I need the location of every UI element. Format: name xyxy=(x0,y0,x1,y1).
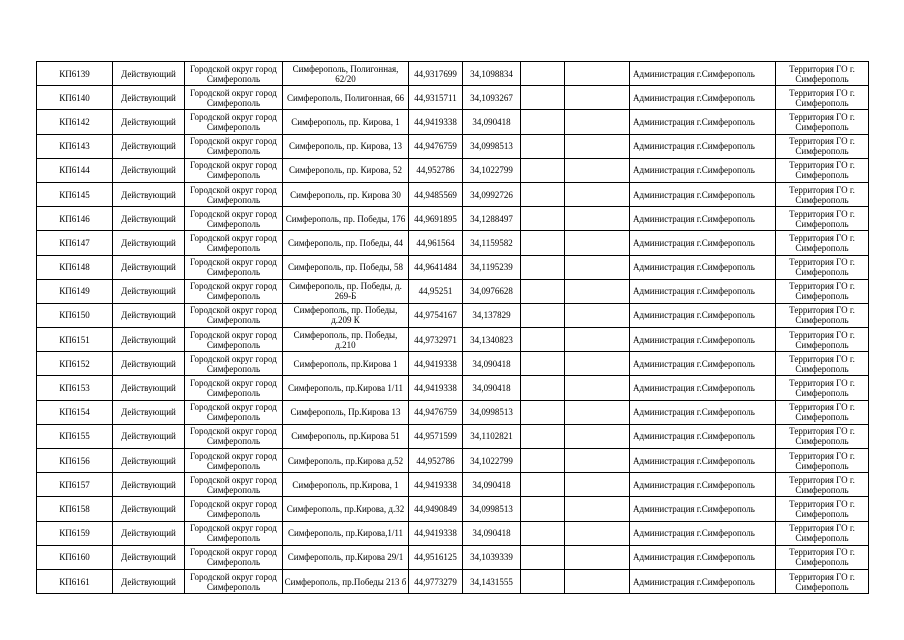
empty-cell-a xyxy=(521,449,565,473)
latitude-cell: 44,9419338 xyxy=(409,110,463,134)
municipality-cell: Городской округ город Симферополь xyxy=(185,376,283,400)
empty-cell-a xyxy=(521,255,565,279)
empty-cell-b xyxy=(565,400,630,424)
address-cell: Симферополь, пр.Кирова, д.32 xyxy=(283,497,409,521)
latitude-cell: 44,9419338 xyxy=(409,352,463,376)
table-row xyxy=(37,497,869,521)
longitude-cell: 34,0992726 xyxy=(463,182,521,206)
latitude-cell: 44,952786 xyxy=(409,158,463,182)
latitude-cell: 44,9773279 xyxy=(409,569,463,593)
empty-cell-a xyxy=(521,352,565,376)
status-cell: Действующий xyxy=(113,86,185,110)
longitude-cell: 34,1195239 xyxy=(463,255,521,279)
owner-cell: Администрация г.Симферополь xyxy=(630,303,776,327)
site-id-cell: КП6154 xyxy=(37,400,113,424)
site-id-cell: КП6145 xyxy=(37,182,113,206)
empty-cell-b xyxy=(565,521,630,545)
table-row xyxy=(37,400,869,424)
address-cell: Симферополь, пр.Кирова д.52 xyxy=(283,449,409,473)
territory-cell: Территория ГО г. Симферополь xyxy=(776,62,869,86)
latitude-cell: 44,961564 xyxy=(409,231,463,255)
owner-cell: Администрация г.Симферополь xyxy=(630,449,776,473)
owner-cell: Администрация г.Симферополь xyxy=(630,569,776,593)
longitude-cell: 34,0998513 xyxy=(463,400,521,424)
territory-cell: Территория ГО г. Симферополь xyxy=(776,352,869,376)
longitude-cell: 34,090418 xyxy=(463,376,521,400)
status-cell: Действующий xyxy=(113,328,185,352)
table-row xyxy=(37,449,869,473)
status-cell: Действующий xyxy=(113,303,185,327)
address-cell: Симферополь, Пр.Кирова 13 xyxy=(283,400,409,424)
table-row xyxy=(37,279,869,303)
status-cell: Действующий xyxy=(113,569,185,593)
owner-cell: Администрация г.Симферополь xyxy=(630,279,776,303)
address-cell: Симферополь, пр. Победы, 44 xyxy=(283,231,409,255)
empty-cell-b xyxy=(565,473,630,497)
municipality-cell: Городской округ город Симферополь xyxy=(185,86,283,110)
territory-cell: Территория ГО г. Симферополь xyxy=(776,182,869,206)
owner-cell: Администрация г.Симферополь xyxy=(630,400,776,424)
empty-cell-a xyxy=(521,303,565,327)
status-cell: Действующий xyxy=(113,182,185,206)
longitude-cell: 34,1022799 xyxy=(463,449,521,473)
territory-cell: Территория ГО г. Симферополь xyxy=(776,255,869,279)
latitude-cell: 44,9485569 xyxy=(409,182,463,206)
municipality-cell: Городской округ город Симферополь xyxy=(185,424,283,448)
table-row xyxy=(37,545,869,569)
empty-cell-a xyxy=(521,279,565,303)
table-row xyxy=(37,158,869,182)
owner-cell: Администрация г.Симферополь xyxy=(630,473,776,497)
empty-cell-a xyxy=(521,86,565,110)
empty-cell-b xyxy=(565,279,630,303)
longitude-cell: 34,1159582 xyxy=(463,231,521,255)
municipality-cell: Городской округ город Симферополь xyxy=(185,497,283,521)
address-cell: Симферополь, пр.Кирова, 1 xyxy=(283,473,409,497)
owner-cell: Администрация г.Симферополь xyxy=(630,328,776,352)
owner-cell: Администрация г.Симферополь xyxy=(630,545,776,569)
empty-cell-a xyxy=(521,158,565,182)
latitude-cell: 44,9476759 xyxy=(409,400,463,424)
owner-cell: Администрация г.Симферополь xyxy=(630,231,776,255)
owner-cell: Администрация г.Симферополь xyxy=(630,521,776,545)
site-id-cell: КП6153 xyxy=(37,376,113,400)
longitude-cell: 34,0976628 xyxy=(463,279,521,303)
empty-cell-a xyxy=(521,497,565,521)
owner-cell: Администрация г.Симферополь xyxy=(630,110,776,134)
status-cell: Действующий xyxy=(113,110,185,134)
site-id-cell: КП6139 xyxy=(37,62,113,86)
status-cell: Действующий xyxy=(113,352,185,376)
address-cell: Симферополь, пр. Победы, д.210 xyxy=(283,328,409,352)
empty-cell-a xyxy=(521,231,565,255)
latitude-cell: 44,9317699 xyxy=(409,62,463,86)
site-id-cell: КП6157 xyxy=(37,473,113,497)
latitude-cell: 44,9754167 xyxy=(409,303,463,327)
empty-cell-b xyxy=(565,424,630,448)
empty-cell-b xyxy=(565,86,630,110)
longitude-cell: 34,1431555 xyxy=(463,569,521,593)
site-id-cell: КП6158 xyxy=(37,497,113,521)
territory-cell: Территория ГО г. Симферополь xyxy=(776,303,869,327)
empty-cell-b xyxy=(565,255,630,279)
status-cell: Действующий xyxy=(113,231,185,255)
address-cell: Симферополь, Полигонная, 66 xyxy=(283,86,409,110)
status-cell: Действующий xyxy=(113,400,185,424)
table-row xyxy=(37,424,869,448)
empty-cell-b xyxy=(565,231,630,255)
address-cell: Симферополь, пр. Победы, д.209 К xyxy=(283,303,409,327)
site-id-cell: КП6151 xyxy=(37,328,113,352)
empty-cell-a xyxy=(521,328,565,352)
empty-cell-b xyxy=(565,110,630,134)
longitude-cell: 34,090418 xyxy=(463,352,521,376)
site-id-cell: КП6149 xyxy=(37,279,113,303)
status-cell: Действующий xyxy=(113,497,185,521)
status-cell: Действующий xyxy=(113,279,185,303)
empty-cell-a xyxy=(521,110,565,134)
territory-cell: Территория ГО г. Симферополь xyxy=(776,86,869,110)
site-id-cell: КП6147 xyxy=(37,231,113,255)
table-row xyxy=(37,86,869,110)
municipality-cell: Городской округ город Симферополь xyxy=(185,352,283,376)
site-id-cell: КП6150 xyxy=(37,303,113,327)
latitude-cell: 44,9490849 xyxy=(409,497,463,521)
municipality-cell: Городской округ город Симферополь xyxy=(185,158,283,182)
empty-cell-a xyxy=(521,134,565,158)
territory-cell: Территория ГО г. Симферополь xyxy=(776,328,869,352)
site-id-cell: КП6146 xyxy=(37,207,113,231)
address-cell: Симферополь, пр. Кирова, 13 xyxy=(283,134,409,158)
municipality-cell: Городской округ город Симферополь xyxy=(185,207,283,231)
longitude-cell: 34,1102821 xyxy=(463,424,521,448)
status-cell: Действующий xyxy=(113,134,185,158)
latitude-cell: 44,9419338 xyxy=(409,376,463,400)
table-row xyxy=(37,569,869,593)
owner-cell: Администрация г.Симферополь xyxy=(630,497,776,521)
table-row xyxy=(37,521,869,545)
territory-cell: Территория ГО г. Симферополь xyxy=(776,424,869,448)
municipality-cell: Городской округ город Симферополь xyxy=(185,255,283,279)
table-row xyxy=(37,255,869,279)
table-row xyxy=(37,328,869,352)
empty-cell-b xyxy=(565,352,630,376)
territory-cell: Территория ГО г. Симферополь xyxy=(776,569,869,593)
territory-cell: Территория ГО г. Симферополь xyxy=(776,158,869,182)
status-cell: Действующий xyxy=(113,62,185,86)
address-cell: Симферополь, пр.Кирова,1/11 xyxy=(283,521,409,545)
address-cell: Симферополь, пр.Победы 213 б xyxy=(283,569,409,593)
municipality-cell: Городской округ город Симферополь xyxy=(185,569,283,593)
empty-cell-b xyxy=(565,182,630,206)
municipality-cell: Городской округ город Симферополь xyxy=(185,521,283,545)
municipality-cell: Городской округ город Симферополь xyxy=(185,449,283,473)
status-cell: Действующий xyxy=(113,473,185,497)
longitude-cell: 34,090418 xyxy=(463,473,521,497)
site-id-cell: КП6152 xyxy=(37,352,113,376)
owner-cell: Администрация г.Симферополь xyxy=(630,158,776,182)
empty-cell-a xyxy=(521,376,565,400)
longitude-cell: 34,090418 xyxy=(463,521,521,545)
table-row xyxy=(37,376,869,400)
owner-cell: Администрация г.Симферополь xyxy=(630,182,776,206)
latitude-cell: 44,9419338 xyxy=(409,473,463,497)
municipality-cell: Городской округ город Симферополь xyxy=(185,303,283,327)
address-cell: Симферополь, пр. Победы, 58 xyxy=(283,255,409,279)
empty-cell-a xyxy=(521,424,565,448)
site-id-cell: КП6155 xyxy=(37,424,113,448)
territory-cell: Территория ГО г. Симферополь xyxy=(776,545,869,569)
table-row xyxy=(37,303,869,327)
table-row xyxy=(37,207,869,231)
latitude-cell: 44,9641484 xyxy=(409,255,463,279)
status-cell: Действующий xyxy=(113,449,185,473)
owner-cell: Администрация г.Симферополь xyxy=(630,62,776,86)
latitude-cell: 44,9476759 xyxy=(409,134,463,158)
owner-cell: Администрация г.Симферополь xyxy=(630,207,776,231)
site-id-cell: КП6160 xyxy=(37,545,113,569)
site-id-cell: КП6143 xyxy=(37,134,113,158)
status-cell: Действующий xyxy=(113,545,185,569)
address-cell: Симферополь, пр.Кирова 1 xyxy=(283,352,409,376)
owner-cell: Администрация г.Симферополь xyxy=(630,376,776,400)
territory-cell: Территория ГО г. Симферополь xyxy=(776,449,869,473)
municipality-cell: Городской округ город Симферополь xyxy=(185,328,283,352)
site-id-cell: КП6156 xyxy=(37,449,113,473)
empty-cell-a xyxy=(521,400,565,424)
table-body xyxy=(37,62,869,594)
empty-cell-a xyxy=(521,182,565,206)
owner-cell: Администрация г.Симферополь xyxy=(630,86,776,110)
address-cell: Симферополь, пр.Кирова 1/11 xyxy=(283,376,409,400)
territory-cell: Территория ГО г. Симферополь xyxy=(776,110,869,134)
site-id-cell: КП6142 xyxy=(37,110,113,134)
territory-cell: Территория ГО г. Симферополь xyxy=(776,400,869,424)
site-id-cell: КП6148 xyxy=(37,255,113,279)
address-cell: Симферополь, Полигонная, 62/20 xyxy=(283,62,409,86)
site-id-cell: КП6140 xyxy=(37,86,113,110)
municipality-cell: Городской округ город Симферополь xyxy=(185,545,283,569)
empty-cell-b xyxy=(565,328,630,352)
territory-cell: Территория ГО г. Симферополь xyxy=(776,497,869,521)
municipality-cell: Городской округ город Симферополь xyxy=(185,473,283,497)
empty-cell-a xyxy=(521,569,565,593)
empty-cell-a xyxy=(521,545,565,569)
municipality-cell: Городской округ город Симферополь xyxy=(185,182,283,206)
status-cell: Действующий xyxy=(113,424,185,448)
longitude-cell: 34,137829 xyxy=(463,303,521,327)
latitude-cell: 44,9732971 xyxy=(409,328,463,352)
longitude-cell: 34,1022799 xyxy=(463,158,521,182)
territory-cell: Территория ГО г. Симферополь xyxy=(776,521,869,545)
status-cell: Действующий xyxy=(113,158,185,182)
owner-cell: Администрация г.Симферополь xyxy=(630,352,776,376)
address-cell: Симферополь, пр. Кирова, 52 xyxy=(283,158,409,182)
empty-cell-b xyxy=(565,376,630,400)
longitude-cell: 34,090418 xyxy=(463,110,521,134)
status-cell: Действующий xyxy=(113,207,185,231)
table-row xyxy=(37,473,869,497)
owner-cell: Администрация г.Симферополь xyxy=(630,255,776,279)
status-cell: Действующий xyxy=(113,255,185,279)
territory-cell: Территория ГО г. Симферополь xyxy=(776,231,869,255)
empty-cell-b xyxy=(565,545,630,569)
table-row xyxy=(37,182,869,206)
territory-cell: Территория ГО г. Симферополь xyxy=(776,473,869,497)
empty-cell-a xyxy=(521,521,565,545)
status-cell: Действующий xyxy=(113,521,185,545)
latitude-cell: 44,9419338 xyxy=(409,521,463,545)
longitude-cell: 34,0998513 xyxy=(463,134,521,158)
empty-cell-b xyxy=(565,303,630,327)
address-cell: Симферополь, пр.Кирова 51 xyxy=(283,424,409,448)
empty-cell-b xyxy=(565,134,630,158)
container-sites-table xyxy=(36,61,869,594)
address-cell: Симферополь, пр. Победы, д. 269-Б xyxy=(283,279,409,303)
municipality-cell: Городской округ город Симферополь xyxy=(185,231,283,255)
longitude-cell: 34,1039339 xyxy=(463,545,521,569)
latitude-cell: 44,952786 xyxy=(409,449,463,473)
table-row xyxy=(37,62,869,86)
territory-cell: Территория ГО г. Симферополь xyxy=(776,376,869,400)
status-cell: Действующий xyxy=(113,376,185,400)
municipality-cell: Городской округ город Симферополь xyxy=(185,62,283,86)
table-row xyxy=(37,134,869,158)
table-row xyxy=(37,352,869,376)
municipality-cell: Городской округ город Симферополь xyxy=(185,279,283,303)
site-id-cell: КП6159 xyxy=(37,521,113,545)
owner-cell: Администрация г.Симферополь xyxy=(630,134,776,158)
longitude-cell: 34,1098834 xyxy=(463,62,521,86)
empty-cell-b xyxy=(565,569,630,593)
address-cell: Симферополь, пр. Кирова 30 xyxy=(283,182,409,206)
site-id-cell: КП6161 xyxy=(37,569,113,593)
empty-cell-a xyxy=(521,207,565,231)
longitude-cell: 34,1340823 xyxy=(463,328,521,352)
empty-cell-b xyxy=(565,449,630,473)
table-row xyxy=(37,231,869,255)
empty-cell-b xyxy=(565,497,630,521)
empty-cell-b xyxy=(565,62,630,86)
latitude-cell: 44,9571599 xyxy=(409,424,463,448)
longitude-cell: 34,0998513 xyxy=(463,497,521,521)
latitude-cell: 44,9691895 xyxy=(409,207,463,231)
longitude-cell: 34,1093267 xyxy=(463,86,521,110)
municipality-cell: Городской округ город Симферополь xyxy=(185,110,283,134)
latitude-cell: 44,95251 xyxy=(409,279,463,303)
territory-cell: Территория ГО г. Симферополь xyxy=(776,207,869,231)
empty-cell-b xyxy=(565,207,630,231)
territory-cell: Территория ГО г. Симферополь xyxy=(776,134,869,158)
empty-cell-b xyxy=(565,158,630,182)
table-row xyxy=(37,110,869,134)
territory-cell: Территория ГО г. Симферополь xyxy=(776,279,869,303)
municipality-cell: Городской округ город Симферополь xyxy=(185,134,283,158)
empty-cell-a xyxy=(521,62,565,86)
address-cell: Симферополь, пр.Кирова 29/1 xyxy=(283,545,409,569)
latitude-cell: 44,9516125 xyxy=(409,545,463,569)
owner-cell: Администрация г.Симферополь xyxy=(630,424,776,448)
latitude-cell: 44,9315711 xyxy=(409,86,463,110)
site-id-cell: КП6144 xyxy=(37,158,113,182)
address-cell: Симферополь, пр. Кирова, 1 xyxy=(283,110,409,134)
municipality-cell: Городской округ город Симферополь xyxy=(185,400,283,424)
longitude-cell: 34,1288497 xyxy=(463,207,521,231)
address-cell: Симферополь, пр. Победы, 176 xyxy=(283,207,409,231)
empty-cell-a xyxy=(521,473,565,497)
